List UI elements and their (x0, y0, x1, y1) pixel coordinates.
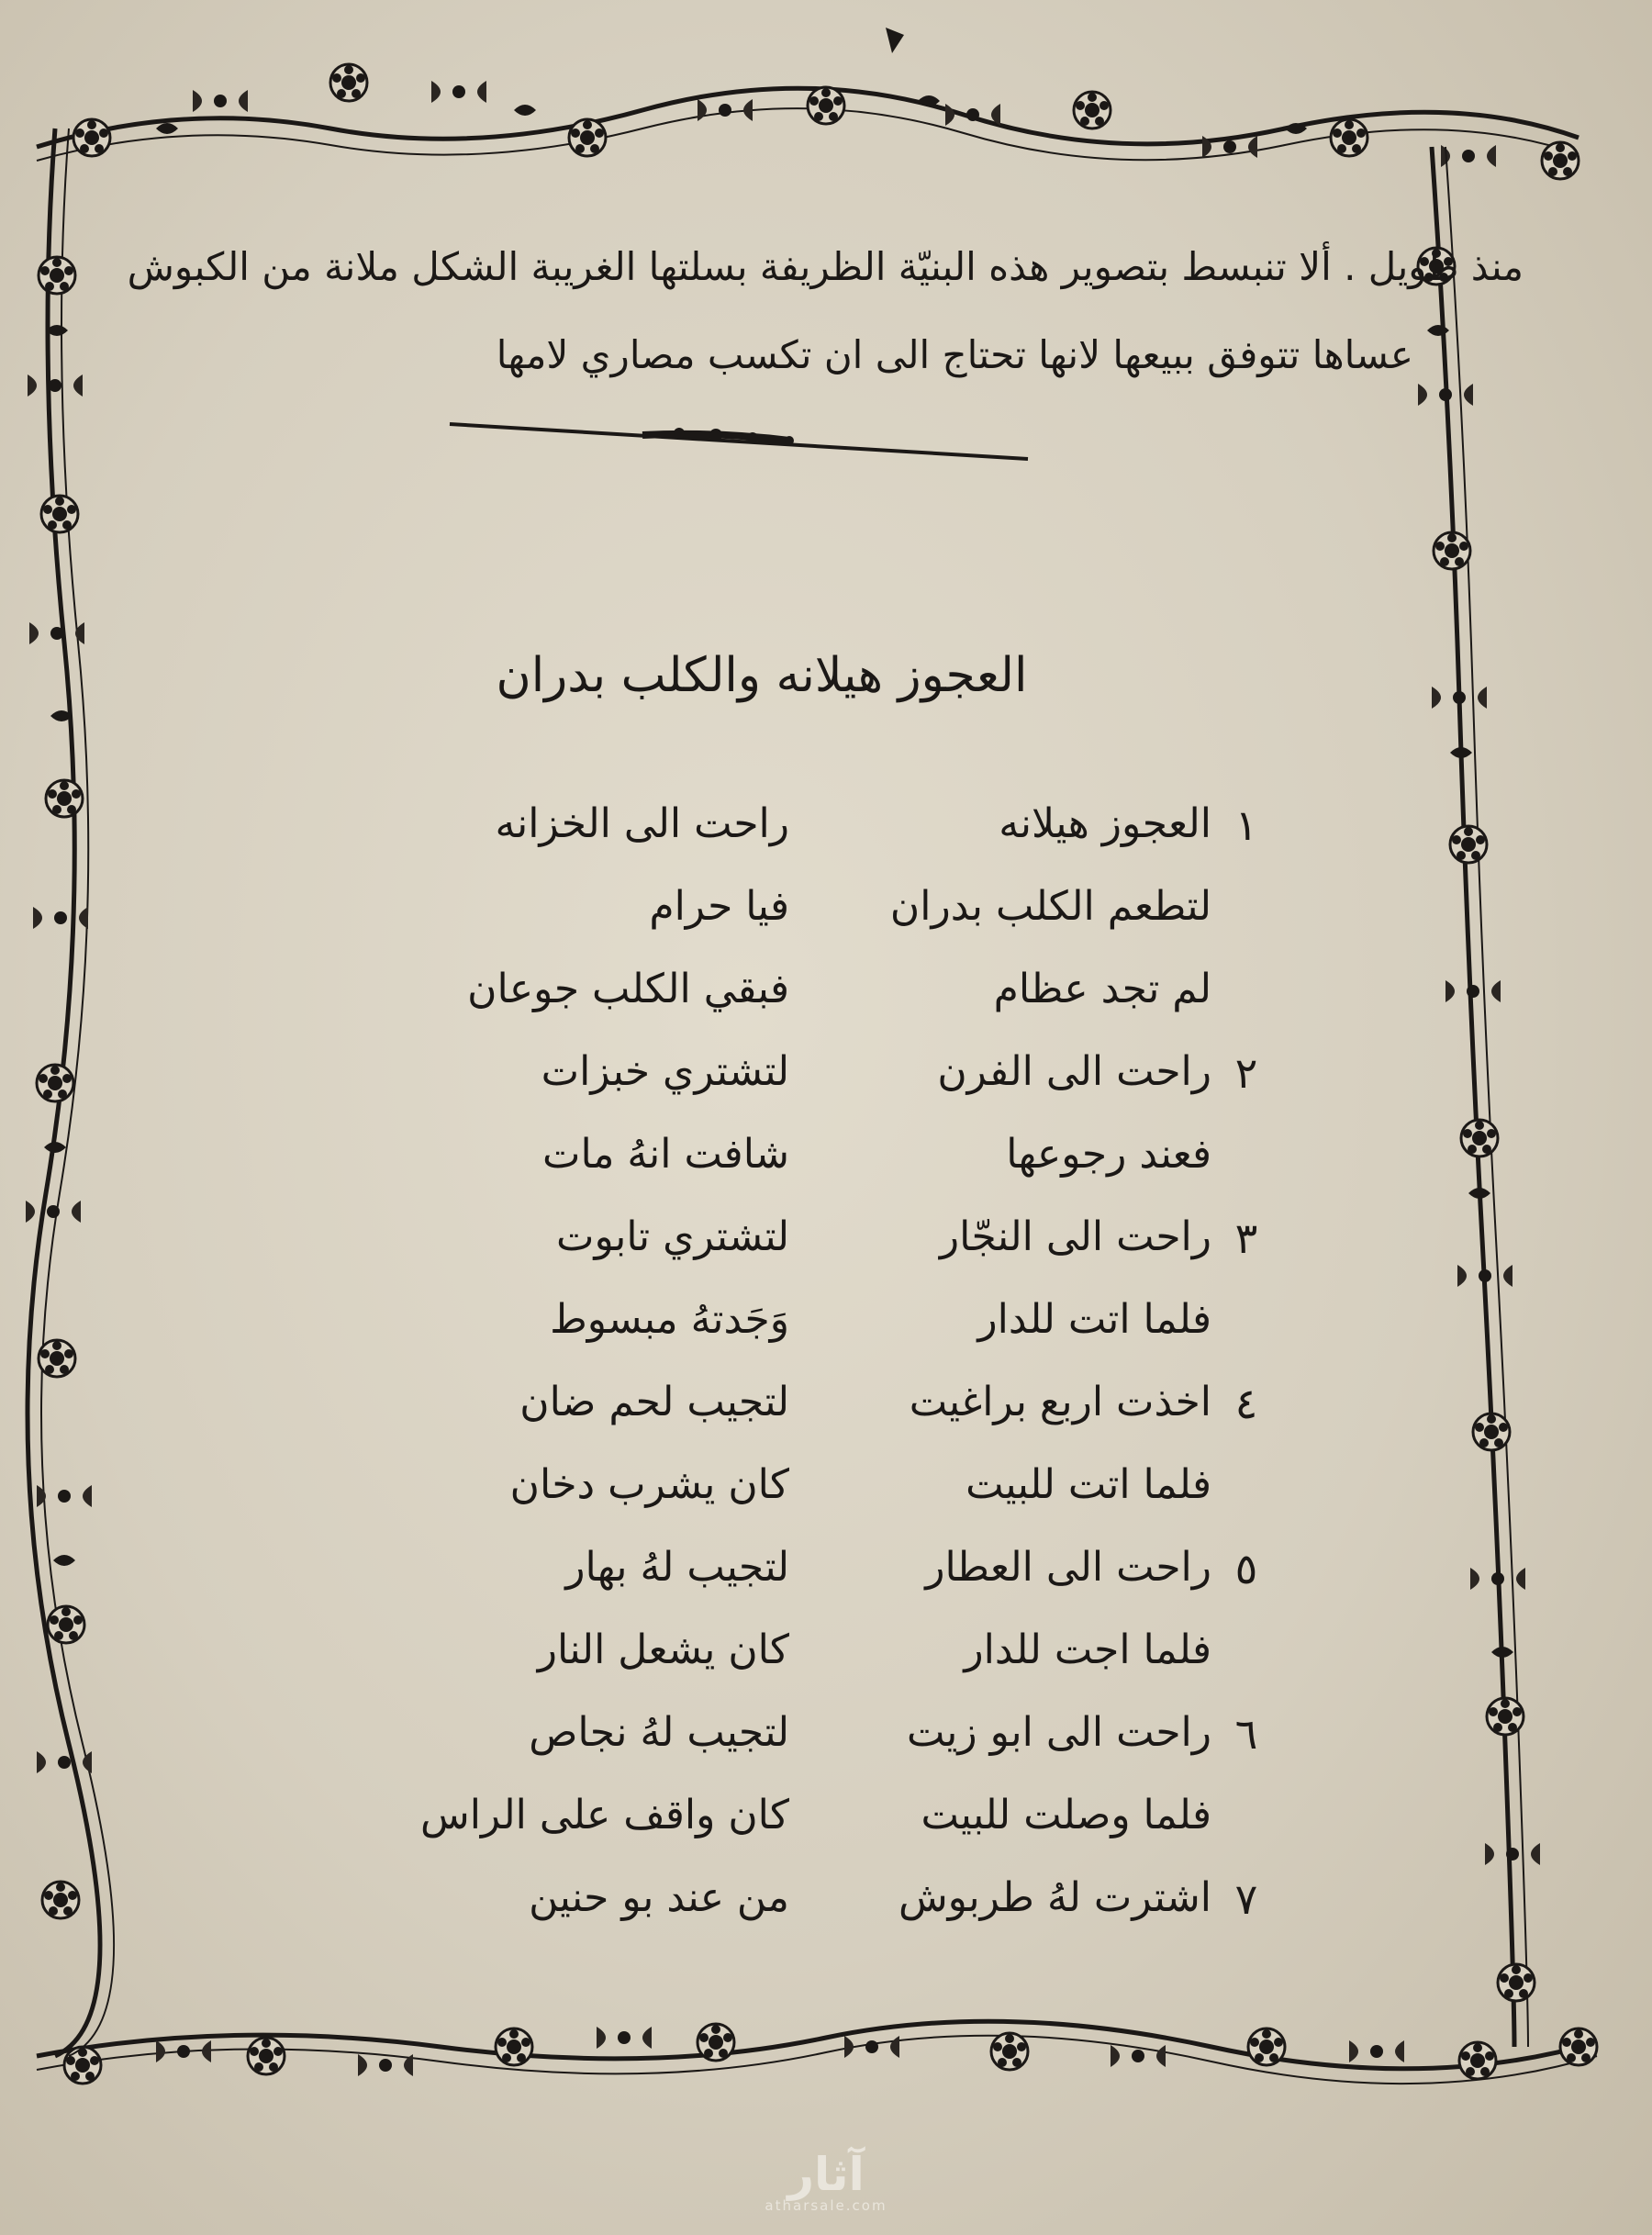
verse-number: ٧ (1234, 1874, 1258, 1924)
verse-first-hemistich: اشترت لهُ طربوش (898, 1874, 1211, 1921)
intro-line-1: منذ طويل . ألا تنبسط بتصوير هذه البنيّة الظريفة بسلتها الغريبة الشكل ملانة من الكبوش (127, 244, 1524, 289)
verse-number: ٥ (1234, 1544, 1258, 1593)
verse-first-hemistich: راحت الى الفرن (937, 1048, 1211, 1095)
verse-number: ٣ (1234, 1213, 1258, 1263)
verse-second-hemistich: كان يشعل النار (537, 1626, 789, 1673)
verse-row (0, 966, 1652, 1039)
ink-mark (886, 28, 904, 53)
verse-number: ٦ (1234, 1709, 1258, 1759)
verse-second-hemistich: فيا حرام (649, 883, 789, 930)
verse-first-hemistich: لم تجد عظام (993, 966, 1211, 1012)
verse-second-hemistich: وَجَدتهُ مبسوط (550, 1296, 789, 1343)
border-bottom (37, 2021, 1597, 2084)
verse-row (0, 883, 1652, 956)
watermark (734, 2148, 918, 2214)
verse-first-hemistich: راحت الى العطار (925, 1544, 1211, 1591)
intro-line-2: عساها تتوفق ببيعها لانها تحتاج الى ان تكسب مصاري لامها (496, 332, 1413, 377)
verse-row (0, 1874, 1652, 1948)
border-top (37, 64, 1579, 179)
verse-second-hemistich: من عند بو حنين (529, 1874, 789, 1921)
verse-first-hemistich: فلما اتت للدار (977, 1296, 1211, 1343)
verse-row (0, 1544, 1652, 1617)
verse-first-hemistich: لتطعم الكلب بدران (889, 883, 1211, 930)
verse-row (0, 1626, 1652, 1700)
verse-row (0, 1048, 1652, 1122)
poem-title: العجوز هيلانه والكلب بدران (496, 648, 1028, 703)
verse-row (0, 1709, 1652, 1782)
verse-second-hemistich: لتشتري خبزات (541, 1048, 789, 1095)
verse-second-hemistich: كان واقف على الراس (419, 1792, 789, 1838)
verse-first-hemistich: فلما اتت للبيت (966, 1461, 1211, 1508)
verse-first-hemistich: راحت الى النجّار (939, 1213, 1211, 1260)
verse-number: ١ (1234, 800, 1258, 850)
verse-first-hemistich: اخذت اربع براغيت (909, 1379, 1211, 1425)
verse-second-hemistich: كان يشرب دخان (509, 1461, 789, 1508)
verse-first-hemistich: فلما وصلت للبيت (921, 1792, 1211, 1838)
verse-second-hemistich: شافت انهُ مات (542, 1131, 789, 1178)
verse-second-hemistich: فبقي الكلب جوعان (467, 966, 789, 1012)
verse-row (0, 1296, 1652, 1369)
verse-first-hemistich: فعند رجوعها (1006, 1131, 1211, 1178)
verse-row (0, 1213, 1652, 1287)
verse-number: ٤ (1234, 1379, 1258, 1428)
verse-row (0, 1792, 1652, 1865)
verse-first-hemistich: راحت الى ابو زيت (906, 1709, 1211, 1756)
verse-second-hemistich: لتجيب لهُ نجاص (529, 1709, 789, 1756)
verse-first-hemistich: العجوز هيلانه (999, 800, 1211, 847)
verse-row (0, 1379, 1652, 1452)
verse-row (0, 1131, 1652, 1204)
verse-second-hemistich: لتجيب لحم ضان (519, 1379, 789, 1425)
verse-first-hemistich: فلما اجت للدار (964, 1626, 1211, 1673)
watermark-site: atharsale.com (765, 2197, 887, 2214)
verse-second-hemistich: لتجيب لهُ بهار (565, 1544, 789, 1591)
verse-number: ٢ (1234, 1048, 1258, 1098)
divider-flourish (450, 424, 1028, 459)
watermark-brand: آثار (787, 2148, 865, 2201)
verse-row (0, 800, 1652, 874)
verse-row (0, 1461, 1652, 1535)
verse-second-hemistich: راحت الى الخزانه (495, 800, 789, 847)
verse-second-hemistich: لتشتري تابوت (556, 1213, 789, 1260)
